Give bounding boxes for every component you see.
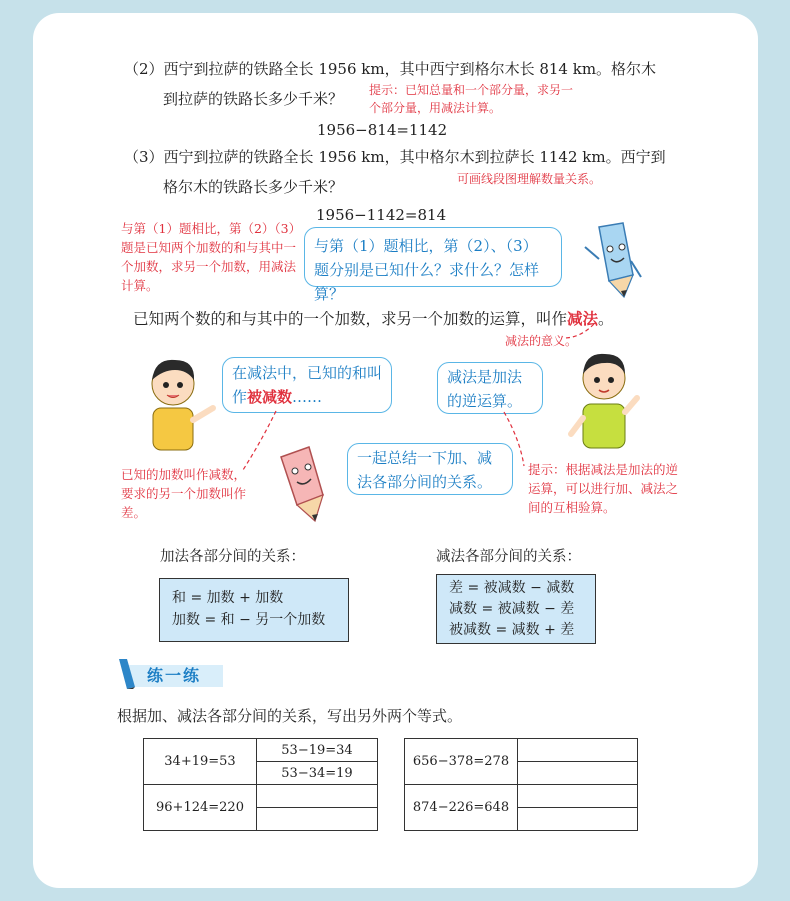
practice-table-right (404, 738, 638, 831)
boy1-bubble-tail: …… (292, 388, 323, 406)
problem-3-equation: 1956−1142=814 (316, 206, 447, 224)
definition-sentence (133, 307, 614, 329)
practice-instruction: 根据加、减法各部分间的关系，写出另外两个等式。 (117, 707, 463, 725)
given-equation: 656−378=278 (405, 739, 518, 785)
add-relation-title: 加法各部分间的关系： (160, 549, 305, 565)
boy-character-left-icon (145, 352, 220, 452)
problem-3-hint: 可画线段图理解数量关系。 (457, 172, 602, 186)
table-row (144, 785, 378, 808)
add-relation-line: 加数 = 和 − 另一个加数 (172, 612, 326, 628)
sub-relation-line: 差 = 被减数 − 减数 (449, 580, 575, 596)
problem-2-line1: （2）西宁到拉萨的铁路全长 1956 km，其中西宁到格尔木长 814 km。格尔木 (124, 60, 657, 78)
practice-title: 练一练 (147, 666, 202, 685)
given-equation: 34+19=53 (144, 739, 257, 785)
answer-cell[interactable] (518, 739, 638, 762)
subtrahend-note: 已知的加数叫作减数，要求的另一个加数叫作差。 (121, 467, 247, 520)
definition-text: 已知两个数的和与其中的一个加数，求另一个加数的运算，叫作 (133, 310, 568, 328)
practice-table-left (143, 738, 378, 831)
pencil-bubble: 一起总结一下加、减法各部分间的关系。 (347, 443, 513, 495)
problem-3-line1: （3）西宁到拉萨的铁路全长 1956 km，其中格尔木到拉萨长 1142 km。西宁到 (124, 148, 666, 166)
problem-2-line2: 到拉萨的铁路长多少千米？ (163, 90, 344, 108)
answer-cell[interactable]: 53−19=34 (257, 739, 378, 762)
boy1-bubble-term: 被减数 (247, 388, 293, 406)
pencil-character-icon (577, 219, 645, 301)
answer-cell[interactable] (257, 808, 378, 831)
answer-cell[interactable] (518, 762, 638, 785)
answer-cell[interactable] (518, 785, 638, 808)
answer-cell[interactable] (518, 808, 638, 831)
sub-relation-line: 减数 = 被减数 − 差 (449, 601, 575, 617)
definition-term: 减法 (567, 309, 599, 328)
given-equation: 874−226=648 (405, 785, 518, 831)
compare-bubble: 与第（1）题相比，第（2）、（3）题分别是已知什么？求什么？怎样算？ (304, 227, 562, 287)
sub-relation-line: 被减数 = 减数 + 差 (449, 622, 575, 638)
definition-period: 。 (598, 310, 614, 328)
boy-character-right-icon (567, 346, 647, 450)
sub-relation-title: 减法各部分间的关系： (436, 549, 581, 565)
boy1-bubble (222, 357, 392, 413)
table-row (405, 739, 638, 762)
definition-note: 减法的意义。 (505, 334, 578, 348)
boy1-bubble-text: 在减法中，已知的和叫作 (232, 364, 383, 406)
compare-note: 与第（1）题相比，第（2）（3）题是已知两个加数的和与其中一个加数，求另一个加数，用减法计算。 (121, 221, 302, 293)
answer-cell[interactable]: 53−34=19 (257, 762, 378, 785)
problem-2-equation: 1956−814=1142 (317, 121, 448, 139)
given-equation: 96+124=220 (144, 785, 257, 831)
answer-cell[interactable] (257, 785, 378, 808)
pink-pencil-character-icon (269, 441, 341, 525)
problem-2-hint: 提示：已知总量和一个部分量，求另一个部分量，用减法计算。 (369, 83, 574, 115)
table-row (405, 785, 638, 808)
boy2-bubble: 减法是加法的逆运算。 (437, 362, 543, 414)
problem-3-line2: 格尔木的铁路长多少千米？ (163, 178, 344, 196)
add-relation-line: 和 = 加数 + 加数 (172, 590, 284, 606)
table-row (144, 739, 378, 762)
add-relation-box (159, 578, 349, 642)
sub-relation-box (436, 574, 596, 644)
verification-note: 提示：根据减法是加法的逆运算，可以进行加、减法之间的互相验算。 (528, 462, 679, 515)
